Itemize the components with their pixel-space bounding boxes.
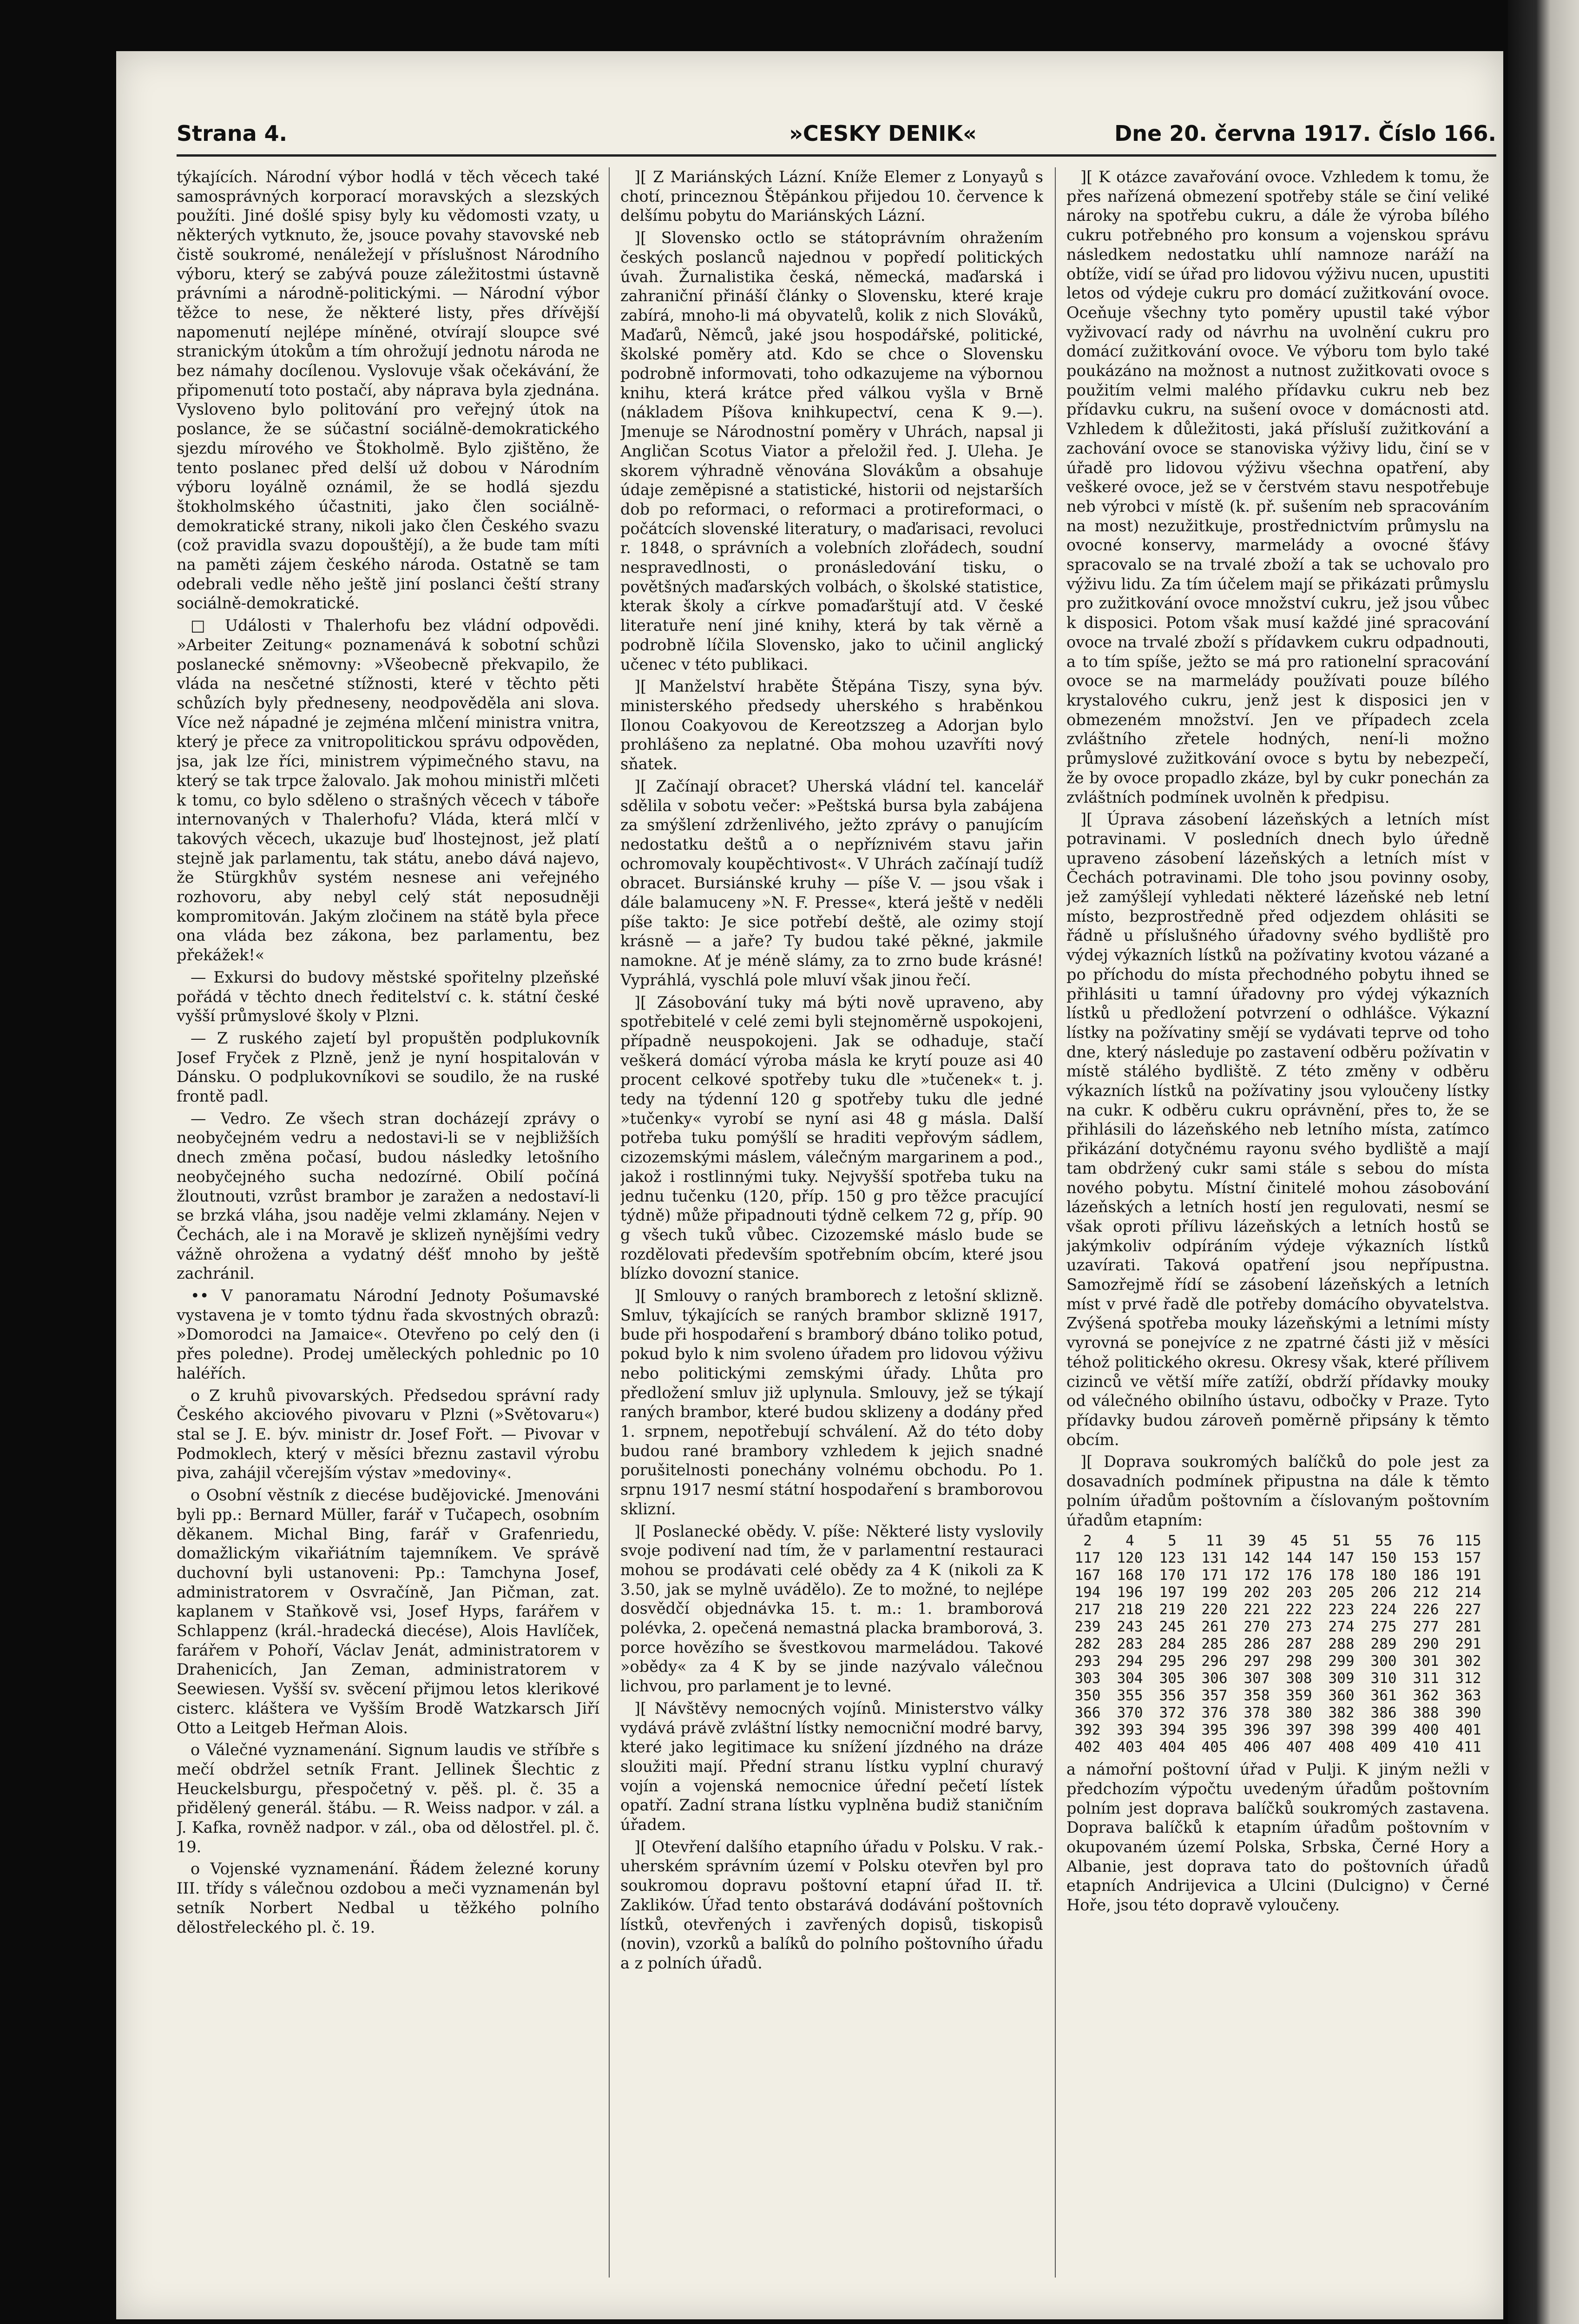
number-row [1066, 1704, 1489, 1722]
post-office-number: 170 [1159, 1567, 1185, 1584]
article: ][ Návštěvy nemocných vojínů. Ministerstvo války vydává právě zvláštní lístky nemocniční modré barvy, které jako legitimace ku snížení jízdného na dráze sloužiti mají. Přední stranu lístku vyplní churavý vojín a vojenská nemocnice úřední pečetí lístek opatří. Zadní strana lístku vyplněna budiž staničním úřadem. [620, 1699, 1043, 1834]
page-header [177, 121, 1496, 153]
post-office-number: 378 [1243, 1704, 1270, 1722]
post-office-number: 405 [1201, 1739, 1228, 1756]
post-office-number: 270 [1243, 1618, 1270, 1636]
post-office-number: 76 [1417, 1532, 1435, 1550]
post-office-number: 223 [1328, 1601, 1355, 1618]
number-row [1066, 1687, 1489, 1704]
post-office-number: 222 [1286, 1601, 1312, 1618]
post-office-number: 370 [1117, 1704, 1143, 1722]
post-office-number: 220 [1201, 1601, 1228, 1618]
post-office-number: 359 [1286, 1687, 1312, 1704]
post-office-number: 362 [1413, 1687, 1439, 1704]
post-office-number: 363 [1455, 1687, 1481, 1704]
post-office-number: 400 [1413, 1722, 1439, 1739]
number-row [1066, 1584, 1489, 1601]
article: □ Události v Thalerhofu bez vládní odpovědi. »Arbeiter Zeitung« poznamenává k sobotní schůzi poslanecké sněmovny: »Všeobecně překvapilo, že vláda na nesčetné stížnosti, které v těchto pěti schůzích byly předneseny, neodpověděla ani slova. Více než nápadné je zejména mlčení ministra vnitra, který je přece za vnitropolitickou správu odpověden, jsa, jak lze říci, ministrem výpimečného stavu, na který se tak trpce žalovalo. Jak mohou ministři mlčeti k tomu, co bylo sděleno o strašných věcech v táboře internovaných v Thalerhofu? Vláda, která mlčí v takových věcech, ukazuje buď lhostejnost, jež platí stejně jak parlamentu, tak státu, anebo dává najevo, že Stürgkhův systém nesnese ani veřejného rozhovoru, aby nebyl celý stát neposudněji kompromitován. Jakým zločinem na státě byla přece ona vláda bez zákona, bez parlamentu, bez překážek!« [177, 616, 599, 964]
post-office-number: 186 [1413, 1567, 1439, 1584]
post-office-number: 299 [1328, 1653, 1355, 1670]
number-row [1066, 1653, 1489, 1670]
post-office-number: 11 [1205, 1532, 1224, 1550]
article: ][ K otázce zavařování ovoce. Vzhledem k tomu, že přes nařízená obmezení spotřeby stále se činí veliké nároky na spotřebu cukru, a dále že výroba bílého cukru potřebného pro konsum a vojenskou správu následkem nedostatku uhlí namnoze naráží na obtíže, vidí se úřad pro lidovou výživu nucen, upustiti letos od výdeje cukru pro domácí zužitkování ovoce. Oceňuje všechny tyto poměry upustil také výbor vyživovací rady od návrhu na uvolnění cukru pro domácí zužitkování ovoce. Ve výboru tom bylo také poukázáno na možnost a nutnost zužitkovati ovoce s použitím velmi malého přídavku cukru neb bez přídavku cukru, na sušení ovoce v domácnosti atd. Vzhledem k důležitosti, jaká přísluší zužitkování a zachování ovoce se stanoviska výživy lidu, činí se v úřadě pro lidovou výživu všechna opatření, aby veškeré ovoce, jež se v čerstvém stavu nespotřebuje neb výrobci v místě (k. př. sušením neb spracováním na most) nezužitkuje, prostřednictvím průmyslu na ovocné konservy, marmelády a ovocné šťávy spracovalo se na trvalé zboží a tak se uchovalo pro výživu lidu. Za tím účelem mají se přikázati průmyslu pro zužitkování ovoce množství cukru, jež jsou vůbec k disposici. Potom však musí každé jiné spracování ovoce na trvalé zboží s přídavkem cukru odpadnouti, a to tím spíše, ježto se má pro rationelní spracování ovoce se na marmelády používati pouze bílého krystalového cukru, jenž jest k disposici jen v obmezeném množství. Jen ve případech zcela zvláštního zřetele hodných, není-li možno průmyslové zužitkování ovoce s bytu by nebezpečí, že by ovoce propadlo zkáze, byl by cukr ponechán za zvláštních podmínek uvolněn k předpisu. [1066, 168, 1489, 806]
post-office-number: 117 [1074, 1550, 1101, 1567]
post-office-number: 398 [1328, 1722, 1355, 1739]
article: ][ Úprava zásobení lázeňských a letních míst potravinami. V posledních dnech bylo úředně upraveno zásobení lázeňských a letních míst v Čechách potravinami. Dle toho jsou povinny osoby, jež zamýšlejí vyhledati některé lázeňské neb letní místo, bezprostředně před odjezdem ohlásiti se řádně u příslušného úřadovny svého bydliště pro výdej výkazních lístků na požívatiny kvotou vázané a po příchodu do místa přechodného pobytu ihned se přihlásiti u tamní úřadovny pro výdej výkazních lístků u předložení potvrzení o odhlášce. Výkazní lístky na požívatiny smějí se vydávati teprve od toho dne, který následuje po zastavení odběru požívatin v místě stálého bydliště. Z této změny v odběru výkazních lístků na požívatiny jsou vyloučeny lístky na cukr. K odběru cukru oprávnění, přes to, že se přihlásili do lázeňského neb letního místa, zatímco přikázání dotyčnému rayonu svého bydliště a mají tam obdržený cukr sami stále s sebou do místa nového pobytu. Místní činitelé mohou zásobování lázeňských a letních hostí jen regulovati, nesmí se však oproti přílivu lázeňských a letních hostů se jakýmkoliv odpíráním výdeje výkazních lístků uzavírati. Taková opatření jsou nepřípustna. Samozřejmě řídí se zásobení lázeňských a letních míst v prvé řadě dle potřeby domácího obyvatelstva. Zvýšená spotřeba mouky lázeňskými a letními místy vyrovná se ponejvíce z ne zpatrné části již v měsíci téhož politického okresu. Okresy však, které přílivem cizinců ve větší míře zatíží, obdrží přídavky mouky od válečného obilního ústavu, odbočky v Praze. Tyto přídavky budou zároveň poměrně připsány k těmto obcím. [1066, 810, 1489, 1449]
article: týkajících. Národní výbor hodlá v těch věcech také samosprávných korporací moravských a slezských použíti. Jiné došlé spisy byly ku vědomosti vzaty, u některých vytknuto, že, jsouce povahy stavovské neb čistě soukromé, nenáležejí v příslušnost Národního výboru, který se zabývá pouze záležitostmi ústavně právními a národně-politickými. — Národní výbor těžce to nese, že některé listy, přes dřívější napomenutí nejlépe míněné, otvírají sloupce své stranickým útokům a tím ohrožují jednotu národa ne bez námahy docílenou. Vyslovuje však očekávání, že připomenutí toto postačí, aby náprava byla zjednána. Vysloveno bylo politování pro veřejný útok na poslance, že se súčastní sociálně-demokratického sjezdu mírového ve Štokholmě. Bylo zjištěno, že tento poslanec před delší už dobou v Národním výboru loyálně oznámil, že se hodlá sjezdu štokholmského účastniti, jako člen sociálně-demokratické strany, nikoli jako člen Českého svazu (což pravidla svazu dopouštějí), a že bude tam míti na paměti zájem českého národa. Ostatně se tam odebrali vedle něho ještě jiní poslanci čeští strany sociálně-demokratické. [177, 168, 599, 613]
article: o Osobní věstník z diecése budějovické. Jmenováni byli pp.: Bernard Müller, farář v Tučapech, osobním děkanem. Michal Bing, farář v Grafenriedu, domažlickým vikařiátním tajemníkem. Ve správě duchovní byli ustanoveni: Pp.: Tamchyna Josef, administratorem v Osvračíně, Jan Pičman, zat. kaplanem v Staňkově vsi, Josef Hyps, farářem v Schlappenz (král.-hradecká diecése), Alois Havlíček, farářem v Pohoří, Václav Jenát, administratorem v Drahenicích, Jan Zeman, administratorem v Seewiesen. Vyšší sv. svěcení přijmou letos klerikové cisterc. kláštera ve Vyšším Brodě Watzkarsch Jiří Otto a Leitgeb Heřman Alois. [177, 1486, 599, 1737]
post-office-number: 308 [1286, 1670, 1312, 1687]
post-office-number: 312 [1455, 1670, 1481, 1687]
article: ][ Poslanecké obědy. V. píše: Některé listy vyslovily svoje podivení nad tím, že v parlamentní restauraci mohou se prodávati celé obědy za 4 K (nikoli za K 3.50, jak se mylně uvádělo). Ze to možné, to nejlépe dosvědčí objednávka 15. t. m.: 1. bramborová polévka, 2. opečená nemastná placka bramborová, 3. porce hovězího se švestkovou marmeládou. Takové »obědy« za 4 K by se jinde nazývalo válečnou lichvou, pro parlament je to levné. [620, 1522, 1043, 1696]
post-office-number: 404 [1159, 1739, 1185, 1756]
post-office-number: 224 [1370, 1601, 1397, 1618]
post-office-number: 291 [1455, 1636, 1481, 1653]
article: ][ Manželství hraběte Štěpána Tiszy, syna býv. ministerského předsedy uherského s hraběnkou Ilonou Coakyovou de Kereotzszeg a Adorjan bylo prohlášeno za neplatné. Oba mohou uzavříti nový sňatek. [620, 677, 1043, 773]
post-office-number: 203 [1286, 1584, 1312, 1601]
number-row [1066, 1550, 1489, 1567]
post-office-number: 300 [1370, 1653, 1397, 1670]
post-office-number: 217 [1074, 1601, 1101, 1618]
number-row [1066, 1636, 1489, 1653]
number-row [1066, 1532, 1489, 1550]
post-office-number: 366 [1074, 1704, 1101, 1722]
article: — Exkursi do budovy městské spořitelny plzeňské pořádá v těchto dnech ředitelství c. k. státní české vyšší průmyslové školy v Plzni. [177, 968, 599, 1025]
article: — Z ruského zajetí byl propuštěn podplukovník Josef Fryček z Plzně, jenž je nyní hospitalován v Dánsku. O podplukovníkovi se soudilo, že na ruské frontě padl. [177, 1029, 599, 1106]
post-office-number: 39 [1248, 1532, 1266, 1550]
post-office-number: 401 [1455, 1722, 1481, 1739]
post-office-number: 245 [1159, 1618, 1185, 1636]
post-office-number: 153 [1413, 1550, 1439, 1567]
post-office-number: 304 [1117, 1670, 1143, 1687]
number-row [1066, 1739, 1489, 1756]
post-office-number: 239 [1074, 1618, 1101, 1636]
post-office-number: 167 [1074, 1567, 1101, 1584]
post-office-number: 243 [1117, 1618, 1143, 1636]
article: a námořní poštovní úřad v Pulji. K jiným nežli v předchozím výpočtu uvedeným úřadům poštovním polním jest doprava balíčků soukromých zastavena. Doprava balíčků k etapním úřadům poštovním v okupovaném území Polska, Srbska, Černé Hory a Albanie, jest doprava tato do poštovních úřadů etapních Andrijevica a Ulcini (Dulcigno) v Černé Hoře, jsou této dopravě vyloučeny. [1066, 1760, 1489, 1915]
article: ][ Z Mariánských Lázní. Kníže Elemer z Lonyayů s chotí, princeznou Štěpánkou přijedou 10. července k delšímu pobytu do Mariánských Lázní. [620, 168, 1043, 225]
post-office-number: 286 [1243, 1636, 1270, 1653]
post-office-number: 386 [1370, 1704, 1397, 1722]
post-office-number: 357 [1201, 1687, 1228, 1704]
article: ][ Začínají obracet? Uherská vládní tel. kancelář sdělila v sobotu večer: »Peštská bursa byla zabájena za smýšlení zdrženlivého, ježto zprávy o panujícím nedostatku deštů a o nepříznivém stavu jařin ochromovaly koupěchtivost«. V Uhrách začínají tudíž obracet. Bursiánské kruhy — píše V. — jsou však i dále balamuceny »N. F. Presse«, která ještě v neděli píše takto: Je sice potřebí deště, ale ozimy stojí krásně — a jaře? Ty budou také pěkné, jakmile namokne. Ať je méně slámy, za to zrno bude krásné! Vypráhlá, vyschlá pole mluví však jinou řečí. [620, 777, 1043, 989]
post-office-number: 310 [1370, 1670, 1397, 1687]
post-office-number: 147 [1328, 1550, 1355, 1567]
post-office-number: 376 [1201, 1704, 1228, 1722]
post-office-number: 274 [1328, 1618, 1355, 1636]
post-office-number: 311 [1413, 1670, 1439, 1687]
post-office-number: 197 [1159, 1584, 1185, 1601]
post-office-number: 2 [1083, 1532, 1092, 1550]
post-office-number: 150 [1370, 1550, 1397, 1567]
article: o Z kruhů pivovarských. Předsedou správní rady Českého akciového pivovaru v Plzni (»Světovaru«) stal se J. E. býv. ministr dr. Josef Fořt. — Pivovar v Podmoklech, který v měsíci březnu zastavil výrobu piva, zahájil včerejším výstav »medoviny«. [177, 1386, 599, 1482]
page-number: Strana 4. [177, 121, 288, 146]
article: ][ Smlouvy o raných bramborech z letošní sklizně. Smluv, týkajících se raných brambor sklizně 1917, bude při hospodaření s bramborý dbáno toliko potud, pokud bylo k nim svoleno úřadem pro lidovou výživu nebo politickými zemskými úřady. Lhůta pro předložení smluv již uplynula. Smlouvy, jež se týkají raných brambor, které budou sklizeny a dodány před 1. srpnem, nepotřebují schválení. Až do této doby budou rané brambory vzhledem k jejich snadné porušitelnosti ponechány volnému obchodu. Po 1. srpnu 1917 nesmí státní hospodaření s bramborovou sklizní. [620, 1287, 1043, 1518]
post-office-number: 360 [1328, 1687, 1355, 1704]
post-office-number: 309 [1328, 1670, 1355, 1687]
post-office-number: 172 [1243, 1567, 1270, 1584]
post-office-number: 302 [1455, 1653, 1481, 1670]
post-office-number: 301 [1413, 1653, 1439, 1670]
post-office-number: 214 [1455, 1584, 1481, 1601]
post-office-number: 394 [1159, 1722, 1185, 1739]
post-office-number: 293 [1074, 1653, 1101, 1670]
post-office-number: 219 [1159, 1601, 1185, 1618]
number-row [1066, 1601, 1489, 1618]
article: ][ Zásobování tuky má býti nově upraveno, aby spotřebitelé v celé zemi byli stejnoměrně uspokojeni, případně neuspokojeni. Jak se odhaduje, stačí veškerá domácí výroba másla ke krytí pouze asi 40 procent celkové spotřeby tuku dle »tučenek« t. j. tedy na týdenní 120 g spotřeby tuku dle jedné »tučenky« vyrobí se nyní asi 48 g másla. Další potřeba tuku pomýšlí se hraditi vepřovým sádlem, cizozemskými máslem, válečným margarinem a pod., jakož i rostlinnými tuky. Nejvyšší spotřeba tuku na jednu tučenku (120, příp. 150 g pro těžce pracující týdně) může připadnouti týdně celkem 72 g, příp. 90 g všech tuků vůbec. Cizozemské máslo bude se rozdělovati především spotřebním obcím, které jsou blízko dovozní stanice. [620, 993, 1043, 1283]
column-divider [1055, 167, 1056, 2278]
post-office-number: 226 [1413, 1601, 1439, 1618]
number-row [1066, 1618, 1489, 1636]
post-office-number: 306 [1201, 1670, 1228, 1687]
post-office-number: 411 [1455, 1739, 1481, 1756]
post-office-number: 284 [1159, 1636, 1185, 1653]
page-content [116, 51, 1503, 2319]
post-office-number: 273 [1286, 1618, 1312, 1636]
post-office-number: 350 [1074, 1687, 1101, 1704]
post-office-number: 297 [1243, 1653, 1270, 1670]
post-office-number: 281 [1455, 1618, 1481, 1636]
post-office-number: 406 [1243, 1739, 1270, 1756]
post-office-number: 390 [1455, 1704, 1481, 1722]
article: ][ Slovensko octlo se státoprávním ohražením českých poslanců najednou v popředí politických úvah. Žurnalistika česká, německá, maďarská i zahraniční přináší články o Slovensku, které kraje zabírá, mnoho-li má obyvatelů, kolik z nich Slováků, Maďarů, Němců, jaké jsou hospodářské, politické, školské poměry atd. Kdo se chce o Slovensku podrobně informovati, toho odkazujeme na výbornou knihu, která krátce před válkou vyšla v Brně (nákladem Píšova knihkupectví, cena K 9.—). Jmenuje se Národnostní poměry v Uhrách, napsal ji Angličan Scotus Viator a přeložil řed. J. Uleha. Je skorem výhradně věnována Slovákům a obsahuje údaje zeměpisné a statistické, historii od nejstarších dob po reformaci, o reformaci a protireformaci, o počátcích slovenské literatury, o maďarisaci, revoluci r. 1848, o správních a volebních zlořádech, soudní nespravedlnosti, o pronásledování tisku, o povětšných maďarských volbách, o školské statistice, kterak školy a církve pomaďarštují atd. V české literatuře není jiné knihy, která by tak věrně a podrobně líčila Slovensko, jako to učinil anglický učenec v této publikaci. [620, 229, 1043, 673]
post-office-number: 285 [1201, 1636, 1228, 1653]
post-office-number: 295 [1159, 1653, 1185, 1670]
post-office-number: 282 [1074, 1636, 1101, 1653]
post-office-number: 277 [1413, 1618, 1439, 1636]
post-office-number: 380 [1286, 1704, 1312, 1722]
article: ][ Doprava soukromých balíčků do pole jest za dosavadních podmínek připustna na dále k těmto polním úřadům poštovním a číslovaným poštovním úřadům etapním: [1066, 1452, 1489, 1529]
post-office-number: 275 [1370, 1618, 1397, 1636]
post-office-number: 120 [1117, 1550, 1143, 1567]
post-office-number: 355 [1117, 1687, 1143, 1704]
post-office-number: 288 [1328, 1636, 1355, 1653]
column-1 [177, 167, 599, 2287]
post-office-number: 212 [1413, 1584, 1439, 1601]
post-office-number: 45 [1290, 1532, 1308, 1550]
post-office-number: 356 [1159, 1687, 1185, 1704]
post-office-number: 298 [1286, 1653, 1312, 1670]
post-office-number: 261 [1201, 1618, 1228, 1636]
post-office-number: 372 [1159, 1704, 1185, 1722]
post-office-number: 382 [1328, 1704, 1355, 1722]
post-office-number: 410 [1413, 1739, 1439, 1756]
post-office-number: 218 [1117, 1601, 1143, 1618]
column-3 [1066, 167, 1489, 2287]
column-divider [609, 167, 610, 2278]
post-office-number: 115 [1455, 1532, 1481, 1550]
post-office-number: 397 [1286, 1722, 1312, 1739]
post-office-number: 144 [1286, 1550, 1312, 1567]
post-office-number: 396 [1243, 1722, 1270, 1739]
post-office-number: 409 [1370, 1739, 1397, 1756]
header-rule [177, 154, 1496, 157]
column-2 [620, 167, 1043, 2287]
post-office-number: 176 [1286, 1567, 1312, 1584]
article: •• V panoramatu Národní Jednoty Pošumavské vystavena je v tomto týdnu řada skvostných obrazů: »Domorodci na Jamaice«. Otevřeno po celý den (i přes poledne). Prodej uměleckých pohlednic po 10 haléřích. [177, 1287, 599, 1382]
post-office-number: 221 [1243, 1601, 1270, 1618]
post-office-number: 395 [1201, 1722, 1228, 1739]
post-office-number: 287 [1286, 1636, 1312, 1653]
post-office-number: 388 [1413, 1704, 1439, 1722]
number-row [1066, 1567, 1489, 1584]
post-office-number: 55 [1375, 1532, 1393, 1550]
post-office-number: 191 [1455, 1567, 1481, 1584]
post-office-number: 157 [1455, 1550, 1481, 1567]
post-office-number: 307 [1243, 1670, 1270, 1687]
post-office-number: 194 [1074, 1584, 1101, 1601]
post-office-number: 168 [1117, 1567, 1143, 1584]
post-office-number: 196 [1117, 1584, 1143, 1601]
article: ][ Otevření dalšího etapního úřadu v Polsku. V rak.-uherském správním území v Polsku otevřen byl pro soukromou dopravu poštovní etapní úřad II. tř. Zaklików. Úřad tento obstarává dodávání poštovních lístků, otevřených i zavřených dopisů, tiskopisů (novin), vzorků a balíků do polního poštovního úřadu a z polních úřadů. [620, 1837, 1043, 1972]
post-office-number: 303 [1074, 1670, 1101, 1687]
post-office-number: 305 [1159, 1670, 1185, 1687]
post-office-number: 131 [1201, 1550, 1228, 1567]
article: — Vedro. Ze všech stran docházejí zprávy o neobyčejném vedru a nedostavi-li se v nejbližších dnech změna počasí, budou následky letošního neobyčejného sucha nedozírné. Obilí počíná žloutnouti, vzrůst brambor je zaražen a nedostaví-li se brzká vláha, jsou naděje velmi zklamány. Nejen v Čechách, ale i na Moravě je sklizeň nynějšími vedry vážně ohrožena a vydatný déšť mnoho by ještě zachránil. [177, 1109, 599, 1283]
number-row [1066, 1670, 1489, 1687]
post-office-number: 206 [1370, 1584, 1397, 1601]
post-office-number: 290 [1413, 1636, 1439, 1653]
post-office-number: 392 [1074, 1722, 1101, 1739]
post-office-number-table [1066, 1532, 1489, 1756]
post-office-number: 171 [1201, 1567, 1228, 1584]
post-office-number: 283 [1117, 1636, 1143, 1653]
post-office-number: 393 [1117, 1722, 1143, 1739]
newspaper-title: »CESKY DENIK« [789, 121, 977, 146]
issue-date: Dne 20. června 1917. Číslo 166. [1114, 121, 1496, 146]
post-office-number: 408 [1328, 1739, 1355, 1756]
post-office-number: 289 [1370, 1636, 1397, 1653]
number-row [1066, 1722, 1489, 1739]
post-office-number: 205 [1328, 1584, 1355, 1601]
post-office-number: 361 [1370, 1687, 1397, 1704]
post-office-number: 296 [1201, 1653, 1228, 1670]
post-office-number: 402 [1074, 1739, 1101, 1756]
post-office-number: 202 [1243, 1584, 1270, 1601]
post-office-number: 403 [1117, 1739, 1143, 1756]
post-office-number: 142 [1243, 1550, 1270, 1567]
post-office-number: 180 [1370, 1567, 1397, 1584]
post-office-number: 399 [1370, 1722, 1397, 1739]
article: o Válečné vyznamenání. Signum laudis ve stříbře s mečí obdržel setník Frant. Jellinek Šlechtic z Heuckelsburgu, přespočetný v. pěš. pl. č. 35 a přidělený generál. štábu. — R. Weiss nadpor. v zál. a J. Kafka, rovněž nadpor. v zál., oba od dělostřel. pl. č. 19. [177, 1741, 599, 1856]
post-office-number: 358 [1243, 1687, 1270, 1704]
post-office-number: 199 [1201, 1584, 1228, 1601]
post-office-number: 227 [1455, 1601, 1481, 1618]
post-office-number: 4 [1125, 1532, 1134, 1550]
post-office-number: 5 [1168, 1532, 1177, 1550]
article: o Vojenské vyznamenání. Řádem železné koruny III. třídy s válečnou ozdobou a meči vyznamenán byl setník Norbert Nedbal u těžkého polního dělostřeleckého pl. č. 19. [177, 1860, 599, 1936]
post-office-number: 123 [1159, 1550, 1185, 1567]
post-office-number: 294 [1117, 1653, 1143, 1670]
post-office-number: 178 [1328, 1567, 1355, 1584]
post-office-number: 407 [1286, 1739, 1312, 1756]
post-office-number: 51 [1332, 1532, 1350, 1550]
scanner-edge [1508, 0, 1579, 2324]
